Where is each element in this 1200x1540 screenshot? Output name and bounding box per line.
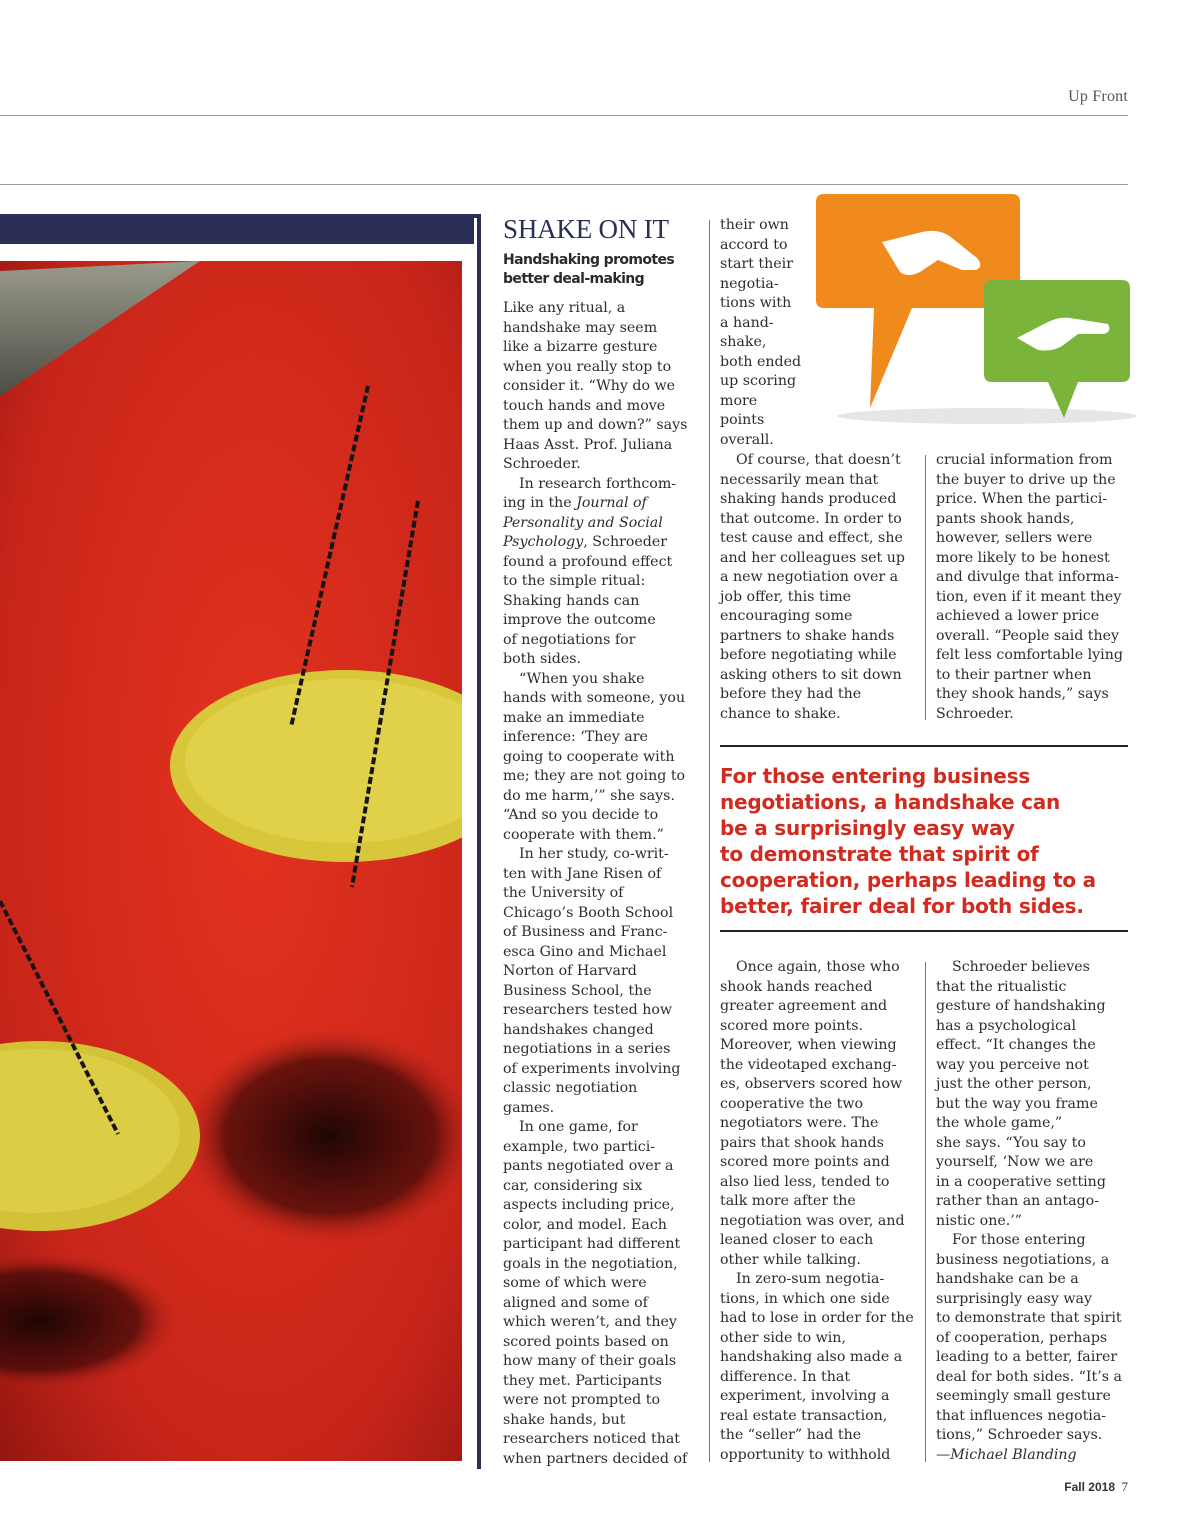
text-line: aspects including price,	[503, 1197, 675, 1213]
section-label: Up Front	[1068, 88, 1128, 105]
text-line: handshakes changed	[503, 1021, 654, 1038]
issue-label: Fall 2018	[1064, 1480, 1115, 1494]
text-line: tions,” Schroeder says.	[936, 1427, 1103, 1443]
text-line: handshaking also made a	[720, 1349, 903, 1365]
text-line: opportunity to withhold	[720, 1446, 891, 1463]
header-rule-bottom	[0, 184, 1128, 185]
text-line: Haas Asst. Prof. Juliana	[503, 436, 673, 453]
text-line: experiment, involving a	[720, 1388, 890, 1404]
text-line: also lied less, tended to	[720, 1173, 890, 1190]
paragraph	[720, 958, 916, 1270]
text-line: effect. “It changes the	[936, 1037, 1096, 1053]
text-line: ing in the	[503, 495, 577, 511]
text-line: and her colleagues set up	[720, 549, 905, 566]
text-line: up scoring	[720, 373, 797, 389]
text-line: but the way you frame	[936, 1095, 1098, 1112]
pull-quote-line: negotiations, a handshake can	[720, 790, 1061, 814]
text-line: of Business and Franc-	[503, 924, 668, 940]
text-line: shake hands, but	[503, 1411, 626, 1428]
text-line: nistic one.’”	[936, 1212, 1022, 1229]
text-line: that influences negotia-	[936, 1407, 1107, 1424]
text-line: more	[720, 392, 758, 409]
text-line: before they had the	[720, 686, 862, 702]
text-line: she says. “You say to	[936, 1134, 1086, 1151]
pull-quote-line: For those entering business	[720, 764, 1031, 788]
page-number: 7	[1121, 1479, 1128, 1494]
text-line: Of course, that doesn’t	[736, 452, 901, 468]
text-line: tions with	[720, 295, 792, 311]
header-rule-top	[0, 115, 1128, 116]
text-line: of cooperation, perhaps	[936, 1329, 1108, 1346]
text-line: deal for both sides. “It’s a	[936, 1368, 1122, 1385]
text-line: tions, in which one side	[720, 1290, 890, 1307]
paragraph-3	[503, 670, 699, 846]
article-column-2-top	[720, 216, 830, 450]
article-column-2-bottom	[720, 958, 916, 1465]
text-line: Once again, those who	[736, 959, 900, 975]
text-line: necessarily mean that	[720, 471, 879, 488]
text-line: esca Gino and Michael	[503, 943, 667, 960]
text-line: Schroeder.	[503, 456, 581, 472]
text-line: classic negotiation	[503, 1080, 638, 1096]
pull-quote-line: better, fairer deal for both sides.	[720, 894, 1084, 918]
text-line: handshake may seem	[503, 319, 658, 336]
text-line: to the simple ritual:	[503, 573, 646, 589]
text-line: of negotiations for	[503, 631, 636, 648]
journal-title: Journal of	[576, 495, 647, 511]
text-line: more likely to be honest	[936, 549, 1110, 566]
text-line: like a bizarre gesture	[503, 339, 658, 355]
text-line: accord to	[720, 236, 788, 253]
text-line: just the other person,	[936, 1076, 1092, 1092]
text-line: real estate transaction,	[720, 1407, 888, 1424]
text-line: felt less comfortable lying	[936, 647, 1123, 663]
text-line: tion, even if it meant they	[936, 588, 1122, 605]
paragraph-1	[503, 299, 699, 475]
text-line: participant had different	[503, 1236, 681, 1252]
text-line: business negotiations, a	[936, 1251, 1110, 1268]
text-line: cooperative the two	[720, 1095, 864, 1112]
text-line: shake,	[720, 334, 767, 350]
text-line: es, observers scored how	[720, 1076, 903, 1092]
article-column-1	[503, 299, 699, 1469]
deck: Handshaking promotes better deal-making	[503, 252, 675, 287]
text-line: Chicago’s Booth School	[503, 904, 674, 921]
text-line: difference. In that	[720, 1368, 851, 1385]
text-line: In her study, co-writ-	[519, 846, 669, 862]
text-line: Like any ritual, a	[503, 300, 626, 316]
text-line: inference: ‘They are	[503, 729, 648, 745]
text-line: which weren’t, and they	[503, 1314, 677, 1330]
text-line: however, sellers were	[936, 530, 1093, 546]
text-line: handshake can be a	[936, 1271, 1079, 1287]
handshake-speech-bubbles-icon	[812, 188, 1138, 424]
text-line: the videotaped exchang-	[720, 1056, 897, 1073]
article-column-2-mid	[720, 451, 916, 724]
paragraph-4	[503, 845, 699, 1118]
headline: SHAKE ON IT	[503, 214, 669, 244]
text-line: rather than an antago-	[936, 1193, 1099, 1209]
text-line: had to lose in order for the	[720, 1310, 914, 1326]
text-line: way you perceive not	[936, 1056, 1089, 1073]
text-line: pants negotiated over a	[503, 1158, 674, 1174]
pull-quote-line: to demonstrate that spirit of	[720, 842, 1039, 866]
text-line: job offer, this time	[720, 588, 852, 605]
text-line: they shook hands,” says	[936, 686, 1109, 702]
text-line: In zero-sum negotia-	[736, 1271, 885, 1287]
text-line: surprisingly easy way	[936, 1290, 1092, 1307]
text-line: shaking hands produced	[720, 491, 897, 507]
text-line: gesture of handshaking	[936, 998, 1106, 1014]
text-line: Norton of Harvard	[503, 963, 637, 979]
paragraph	[936, 1231, 1132, 1465]
text-line: researchers tested how	[503, 1002, 673, 1018]
text-line: when you really stop to	[503, 358, 672, 375]
text-line: improve the outcome	[503, 612, 656, 628]
text-line: the buyer to drive up the	[936, 471, 1116, 488]
text-line: asking others to sit down	[720, 666, 902, 683]
text-line: For those entering	[952, 1232, 1086, 1248]
text-line: Shaking hands can	[503, 592, 640, 609]
text-line: has a psychological	[936, 1017, 1076, 1034]
text-line: researchers noticed that	[503, 1431, 680, 1447]
text-line: that the ritualistic	[936, 978, 1067, 995]
pull-quote-rule-bottom	[720, 930, 1128, 932]
text-line: Business School, the	[503, 982, 652, 999]
text-line: aligned and some of	[503, 1294, 648, 1311]
text-line: both sides.	[503, 651, 582, 667]
text-line: Schroeder.	[936, 705, 1014, 722]
text-line: leaned closer to each	[720, 1232, 874, 1248]
text-line: other side to win,	[720, 1329, 846, 1346]
text-line: the “seller” had the	[720, 1427, 862, 1443]
text-line: them up and down?” says	[503, 417, 688, 433]
text-line: negotiation was over, and	[720, 1212, 905, 1229]
text-line: in a cooperative setting	[936, 1173, 1106, 1190]
column-divider	[925, 962, 926, 1462]
text-line: Schroeder believes	[952, 959, 1090, 975]
paragraph	[936, 451, 1132, 724]
paragraph	[720, 1270, 916, 1465]
text-line: pairs that shook hands	[720, 1134, 884, 1151]
text-line: and divulge that informa-	[936, 569, 1119, 585]
text-line: other while talking.	[720, 1251, 861, 1268]
paragraph	[936, 958, 1132, 1231]
text-line: going to cooperate with	[503, 748, 675, 765]
text-line: In research forthcom-	[519, 475, 677, 492]
pull-quote-line: cooperation, perhaps leading to a	[720, 868, 1096, 892]
text-line: car, considering six	[503, 1177, 643, 1194]
text-line: of experiments involving	[503, 1060, 681, 1077]
article-column-3-bottom	[936, 958, 1132, 1465]
text-line: games.	[503, 1099, 555, 1116]
scales-of-justice-icon	[0, 261, 462, 1461]
paragraph-2	[503, 475, 699, 670]
text-line: how many of their goals	[503, 1353, 677, 1369]
text-line: points	[720, 412, 765, 428]
text-line: the University of	[503, 885, 624, 901]
text-line: found a profound effect	[503, 553, 673, 570]
text-line: start their	[720, 256, 793, 272]
text-line: Moreover, when viewing	[720, 1037, 897, 1053]
text-line: , Schroeder	[583, 534, 668, 550]
text-line: greater agreement and	[720, 998, 888, 1014]
text-line: the whole game,”	[936, 1115, 1063, 1131]
text-line: talk more after the	[720, 1193, 856, 1209]
text-line: price. When the partici-	[936, 491, 1108, 507]
text-line: when partners decided of	[503, 1450, 688, 1467]
text-line: were not prompted to	[503, 1392, 660, 1408]
text-line: to their partner when	[936, 666, 1092, 683]
text-line: ten with Jane Risen of	[503, 865, 662, 882]
text-line: example, two partici-	[503, 1138, 656, 1155]
paragraph	[720, 216, 830, 450]
text-line: color, and model. Each	[503, 1216, 667, 1233]
text-line: “And so you decide to	[503, 807, 659, 823]
text-line: hands with someone, you	[503, 690, 686, 706]
journal-title: Personality and Social	[503, 514, 663, 531]
byline: —Michael Blanding	[936, 1446, 1077, 1463]
text-line: make an immediate	[503, 709, 645, 726]
text-line: “When you shake	[519, 670, 645, 687]
text-line: test cause and effect, she	[720, 530, 903, 546]
text-line: some of which were	[503, 1275, 647, 1291]
text-line: that outcome. In order to	[720, 510, 902, 527]
text-line: to demonstrate that spirit	[936, 1310, 1122, 1326]
text-line: achieved a lower price	[936, 608, 1100, 624]
text-line: their own	[720, 217, 789, 233]
text-line: scored more points.	[720, 1017, 864, 1034]
text-line: encouraging some	[720, 608, 853, 624]
journal-title: Psychology	[503, 534, 584, 550]
text-line: negotia-	[720, 275, 779, 292]
pull-quote-line: be a surprisingly easy way	[720, 816, 1015, 840]
text-line: chance to shake.	[720, 705, 841, 722]
text-line: overall. “People said they	[936, 627, 1120, 644]
text-line: yourself, ‘Now we are	[936, 1154, 1094, 1170]
text-line: before negotiating while	[720, 647, 897, 663]
text-line: a new negotiation over a	[720, 569, 899, 585]
column-divider	[709, 220, 710, 1462]
text-line: scored points based on	[503, 1333, 669, 1350]
text-line: In one game, for	[519, 1119, 638, 1135]
text-line: cooperate with them.”	[503, 826, 664, 843]
text-line: do me harm,’” she says.	[503, 787, 675, 804]
paragraph	[720, 451, 916, 724]
pull-quote	[720, 763, 1128, 919]
article-column-3-mid	[936, 451, 1132, 724]
column-divider	[925, 455, 926, 720]
text-line: consider it. “Why do we	[503, 378, 676, 394]
text-line: overall.	[720, 431, 774, 448]
text-line: goals in the negotiation,	[503, 1255, 678, 1272]
text-line: crucial information from	[936, 452, 1113, 468]
text-line: seemingly small gesture	[936, 1388, 1111, 1404]
text-line: leading to a better, fairer	[936, 1349, 1118, 1365]
text-line: me; they are not going to	[503, 768, 686, 784]
text-line: negotiators were. The	[720, 1115, 879, 1131]
text-line: scored more points and	[720, 1154, 890, 1170]
text-line: shook hands reached	[720, 978, 873, 995]
pull-quote-rule-top	[720, 745, 1128, 747]
page-footer	[1064, 1479, 1128, 1495]
text-line: a hand-	[720, 314, 774, 331]
text-line: pants shook hands,	[936, 510, 1075, 527]
text-line: they met. Participants	[503, 1372, 662, 1389]
paragraph-5	[503, 1118, 699, 1469]
text-line: negotiations in a series	[503, 1041, 671, 1057]
text-line: partners to shake hands	[720, 627, 895, 644]
text-line: touch hands and move	[503, 397, 666, 414]
text-line: both ended	[720, 353, 802, 370]
